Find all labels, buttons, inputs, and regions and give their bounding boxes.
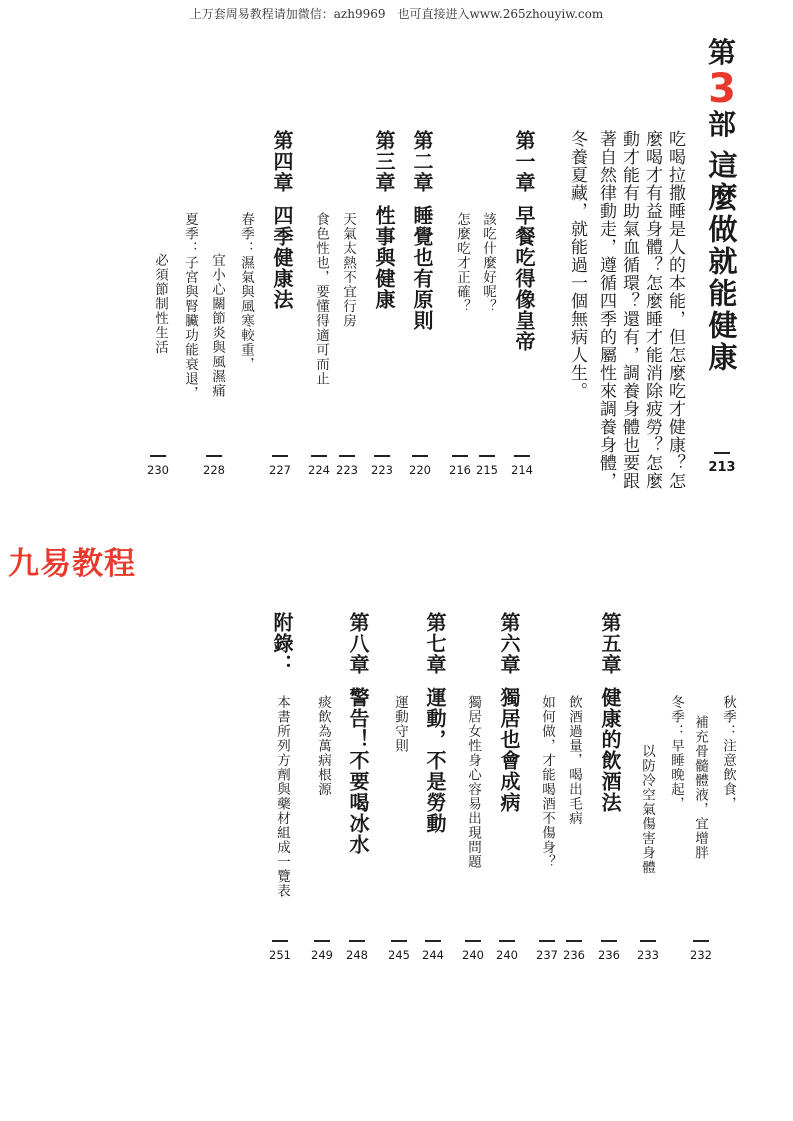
toc-subsection: 獨居女性身心容易出現問題 bbox=[465, 695, 481, 869]
intro-line: 麼喝才有益身體？怎麼睡才能消除疲勞？怎麼 bbox=[642, 130, 662, 490]
part-prefix: 第 bbox=[707, 36, 736, 69]
part-heading bbox=[700, 38, 744, 374]
toc-chapter: 第二章睡覺也有原則 bbox=[410, 130, 434, 331]
toc-subsection: 天氣太熱不宜行房 bbox=[340, 212, 356, 328]
toc-page: 245 bbox=[382, 940, 416, 962]
intro-line: 著自然律動走，遵循四季的屬性來調養身體， bbox=[596, 130, 616, 490]
toc-subsection: 該吃什麼好呢？ bbox=[480, 212, 496, 314]
toc-chapter: 第四章四季健康法 bbox=[270, 130, 294, 310]
toc-subsection: 夏季：子宮與腎臟功能衰退， bbox=[182, 212, 198, 401]
toc-subsection: 宜小心關節炎與風濕痛 bbox=[209, 253, 225, 398]
site-logo: 九易教程 bbox=[8, 546, 136, 582]
toc-page: 249 bbox=[305, 940, 339, 962]
toc-subsection: 如何做，才能喝酒不傷身？ bbox=[539, 695, 555, 869]
part-number: 3 bbox=[708, 66, 736, 112]
toc-page: 230 bbox=[141, 455, 175, 477]
toc-subsection: 秋季：注意飲食， bbox=[720, 695, 736, 811]
toc-page: 248 bbox=[340, 940, 374, 962]
toc-page: 214 bbox=[505, 455, 539, 477]
intro-line: 冬養夏藏，就能過一個無病人生。 bbox=[567, 130, 587, 400]
toc-page: 232 bbox=[684, 940, 718, 962]
toc-page: 240 bbox=[456, 940, 490, 962]
part-page-number: 213 bbox=[705, 452, 739, 475]
toc-subsection: 怎麼吃才正確？ bbox=[454, 212, 470, 314]
toc-page: 228 bbox=[197, 455, 231, 477]
toc-page: 237 bbox=[530, 940, 564, 962]
toc-page: 215 bbox=[470, 455, 504, 477]
toc-page: 216 bbox=[443, 455, 477, 477]
part-title: 這麼做就能健康 bbox=[704, 150, 739, 374]
toc-page: 220 bbox=[403, 455, 437, 477]
toc-subsection: 運動守則 bbox=[392, 695, 408, 753]
toc-chapter: 第八章警告！不要喝冰水 bbox=[346, 612, 370, 855]
toc-subsection: 食色性也，要懂得適可而止 bbox=[313, 212, 329, 386]
toc-subsection: 春季：濕氣與風寒較重， bbox=[238, 212, 254, 372]
toc-appendix: 附錄： bbox=[270, 612, 294, 675]
toc-chapter: 第六章獨居也會成病 bbox=[497, 612, 521, 813]
toc-chapter: 第七章運動，不是勞動 bbox=[423, 612, 447, 834]
page-header-watermark: 上万套周易教程请加微信：azh9969 也可直接进入www.265zhouyiw.com bbox=[189, 7, 604, 21]
toc-page: 223 bbox=[330, 455, 364, 477]
toc-appendix-title: 本書所列方劑與藥材組成一覽表 bbox=[274, 695, 290, 898]
toc-subsection: 冬季：早睡晚起， bbox=[668, 695, 684, 811]
toc-chapter: 第一章早餐吃得像皇帝 bbox=[512, 130, 536, 352]
toc-subsection: 必須節制性生活 bbox=[152, 253, 168, 355]
toc-subsection: 補充骨髓體液，宜增胖 bbox=[692, 715, 708, 860]
toc-subsection: 痰飲為萬病根源 bbox=[315, 695, 331, 797]
toc-page: 240 bbox=[490, 940, 524, 962]
toc-subsection: 以防冷空氣傷害身體 bbox=[639, 744, 655, 875]
toc-chapter: 第五章健康的飲酒法 bbox=[598, 612, 622, 813]
toc-page: 236 bbox=[592, 940, 626, 962]
toc-page: 227 bbox=[263, 455, 297, 477]
toc-chapter: 第三章性事與健康 bbox=[372, 130, 396, 310]
toc-page: 224 bbox=[302, 455, 336, 477]
intro-line: 吃喝拉撒睡是人的本能，但怎麼吃才健康？怎 bbox=[665, 130, 685, 490]
toc-page: 236 bbox=[557, 940, 591, 962]
part-suffix: 部 bbox=[707, 108, 736, 141]
toc-page: 251 bbox=[263, 940, 297, 962]
intro-line: 動才能有助氣血循環？還有，調養身體也要跟 bbox=[619, 130, 639, 490]
toc-page: 233 bbox=[631, 940, 665, 962]
toc-page: 244 bbox=[416, 940, 450, 962]
toc-page: 223 bbox=[365, 455, 399, 477]
toc-subsection: 飲酒過量，喝出毛病 bbox=[566, 695, 582, 826]
